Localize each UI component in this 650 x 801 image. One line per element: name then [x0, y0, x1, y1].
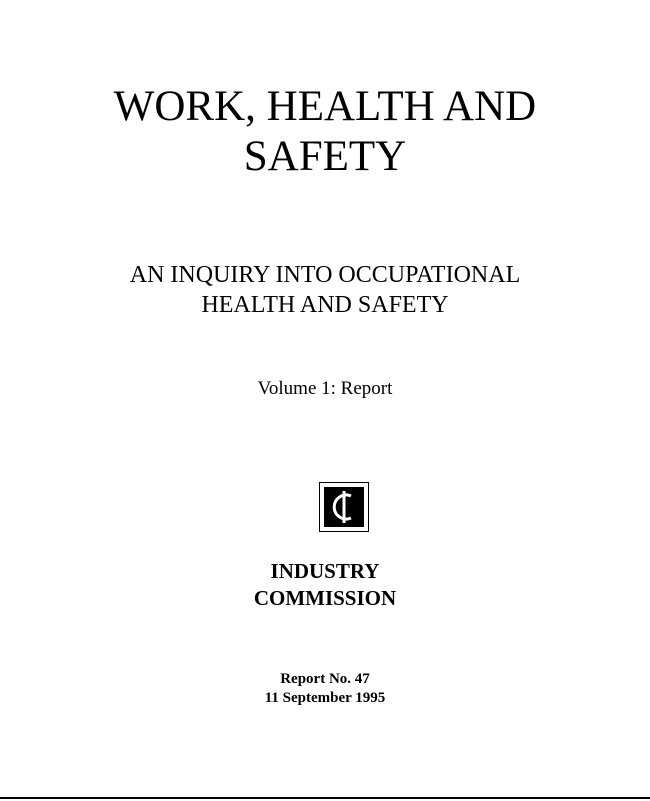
industry-commission-logo-icon	[319, 482, 369, 532]
organisation-line-1: INDUSTRY	[270, 559, 380, 583]
organisation-line-2: COMMISSION	[253, 586, 397, 610]
title-line-2: SAFETY	[243, 133, 407, 180]
volume-label: Volume 1: Report	[257, 378, 393, 399]
page-bottom-divider	[0, 797, 650, 799]
document-subtitle	[0, 260, 650, 320]
report-info	[0, 670, 650, 708]
subtitle-line-2: HEALTH AND SAFETY	[201, 292, 449, 318]
subtitle-line-1: AN INQUIRY INTO OCCUPATIONAL	[129, 262, 521, 288]
report-number: Report No. 47	[280, 671, 370, 687]
title-line-1: WORK, HEALTH AND	[113, 83, 537, 130]
document-title	[0, 82, 650, 182]
organisation-name	[0, 558, 650, 612]
report-date: 11 September 1995	[264, 690, 386, 706]
